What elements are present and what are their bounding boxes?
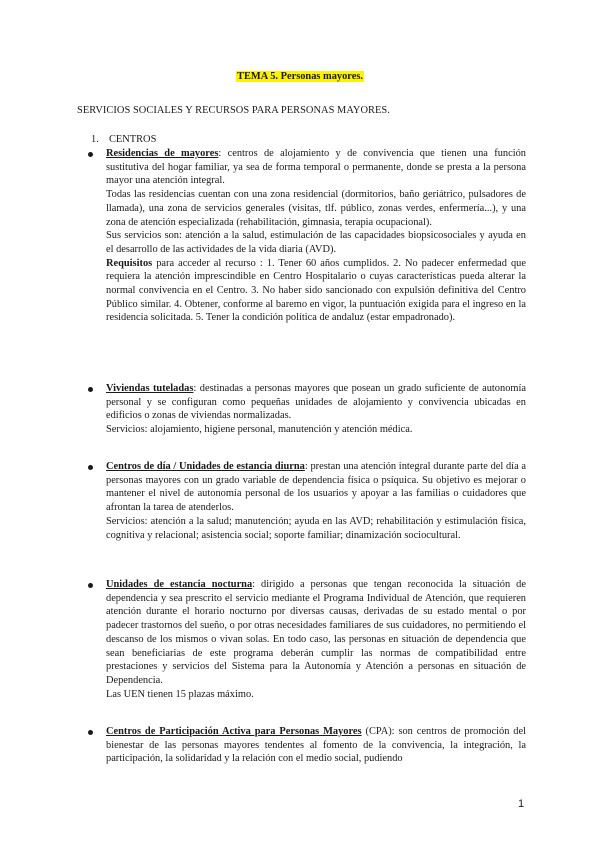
item-text: : centros de alojamiento y de convivencia que tienen una función sustitutiva del hogar familiar, ya sea de forma temporal o permanente, donde se presta a la persona mayor una atención integral. (106, 148, 526, 187)
item-paragraph-2: Servicios: atención a la salud; manutención; ayuda en las AVD; rehabilitación y estimulación física, cognitiva y relacional; asistencia social; soporte familiar; dinamización sociocultural. (106, 515, 526, 541)
list-item-estancia-nocturna (106, 578, 526, 701)
item-paragraph-3: Sus servicios son: atención a la salud, estimulación de las capacidades biopsicosociales y ayuda en el desarrollo de las actividades de la vida diaria (AVD). (106, 230, 526, 255)
bullet-icon (88, 730, 93, 735)
item-paragraph (106, 460, 526, 515)
bullet-icon (88, 465, 93, 470)
item-paragraph (106, 382, 526, 423)
item-term: Centros de día / Unidades de estancia diurna (106, 461, 305, 472)
item-paragraph (106, 578, 526, 688)
bullet-icon (88, 152, 93, 157)
item-text: : destinadas a personas mayores que posean un grado suficiente de autonomía personal y se configuran como pequeñas unidades de alojamiento y convivencia ubicadas en edificios o zonas de viviendas normalizadas. (106, 383, 526, 422)
item-paragraph (106, 725, 526, 766)
item-paragraph (106, 147, 526, 188)
item-term: Centros de Participación Activa para Personas Mayores (106, 726, 362, 737)
bullet-icon (88, 583, 93, 588)
list-number: 1. (91, 134, 99, 145)
document-title (0, 71, 600, 82)
item-term: Viviendas tuteladas (106, 383, 194, 394)
page-number: 1 (518, 798, 525, 810)
item-paragraph-2: Servicios: alojamiento, higiene personal, manutención y atención médica. (106, 424, 413, 436)
item-requirements (106, 257, 526, 326)
item-term: Unidades de estancia nocturna (106, 579, 253, 590)
list-item-centros-dia (106, 460, 526, 542)
requirements-text: para acceder al recurso : 1. Tener 60 años cumplidos. 2. No padecer enfermedad que requiera la atención imprescindible en Centro Hospitalario o cuyas características pueda alterar la normal convivencia en el Centro. 3. No haber sido sancionado con expulsión definitiva del Centro Público similar. 4. Obtener, conforme al baremo en vigor, la puntuación exigida para el ingreso en la residencia solicitada. 5. Tener la condición política de andaluz (estar empadronado). (106, 257, 526, 324)
item-text: : dirigido a personas que tengan reconocida la situación de dependencia y sea prescrito el servicio mediante el Programa Individual de Atención, que requieren atención durante el horario nocturno por diversas causas, derivadas de su estado mental o por padecer trastornos del sueño, o por otras necesidades familiares de sus cuidadores, no permitiendo el descanso de los mismos o vivan solas. En todo caso, las personas en situación de dependencia que sean beneficiarias de este programa deberán cumplir las normas de compatibilidad entre prestaciones y servicios del Sistema para la Autonomía y Atención a personas en situación de Dependencia. (106, 579, 526, 686)
item-paragraph-2: Las UEN tienen 15 plazas máximo. (106, 688, 254, 700)
item-term: Residencias de mayores (106, 148, 219, 159)
list-item-residencias (106, 147, 526, 325)
section-heading: SERVICIOS SOCIALES Y RECURSOS PARA PERSONAS MAYORES. (77, 105, 390, 116)
list-heading (91, 134, 156, 145)
list-item-viviendas (106, 382, 526, 437)
bullet-icon (88, 387, 93, 392)
requirements-label: Requisitos (106, 257, 153, 269)
item-text: : prestan una atención integral durante parte del día a personas mayores con un grado variable de dependencia física o psíquica. Su objetivo es mejorar o mantener el nivel de autonomía personal de los usuarios y apoyar a las familias o cuidadores que afrontan la tarea de atenderlos. (106, 461, 526, 514)
list-label: CENTROS (109, 134, 157, 145)
item-paragraph-2: Todas las residencias cuentan con una zona residencial (dormitorios, baño geriátrico, pulsadores de llamada), una zona de servicios generales (visitas, tlf. público, zonas verdes, enfermería...), y una zona de atención especializada (rehabilitación, gimnasia, terapia ocupacional). (106, 189, 526, 228)
item-text: (CPA): son centros de promoción del bienestar de las personas mayores tendentes al fomento de la convivencia, la integración, la participación, la solidaridad y la relación con el medio social, pudiendo (106, 726, 526, 765)
title-highlight: TEMA 5. Personas mayores. (237, 71, 363, 82)
list-item-cpa (106, 725, 526, 766)
